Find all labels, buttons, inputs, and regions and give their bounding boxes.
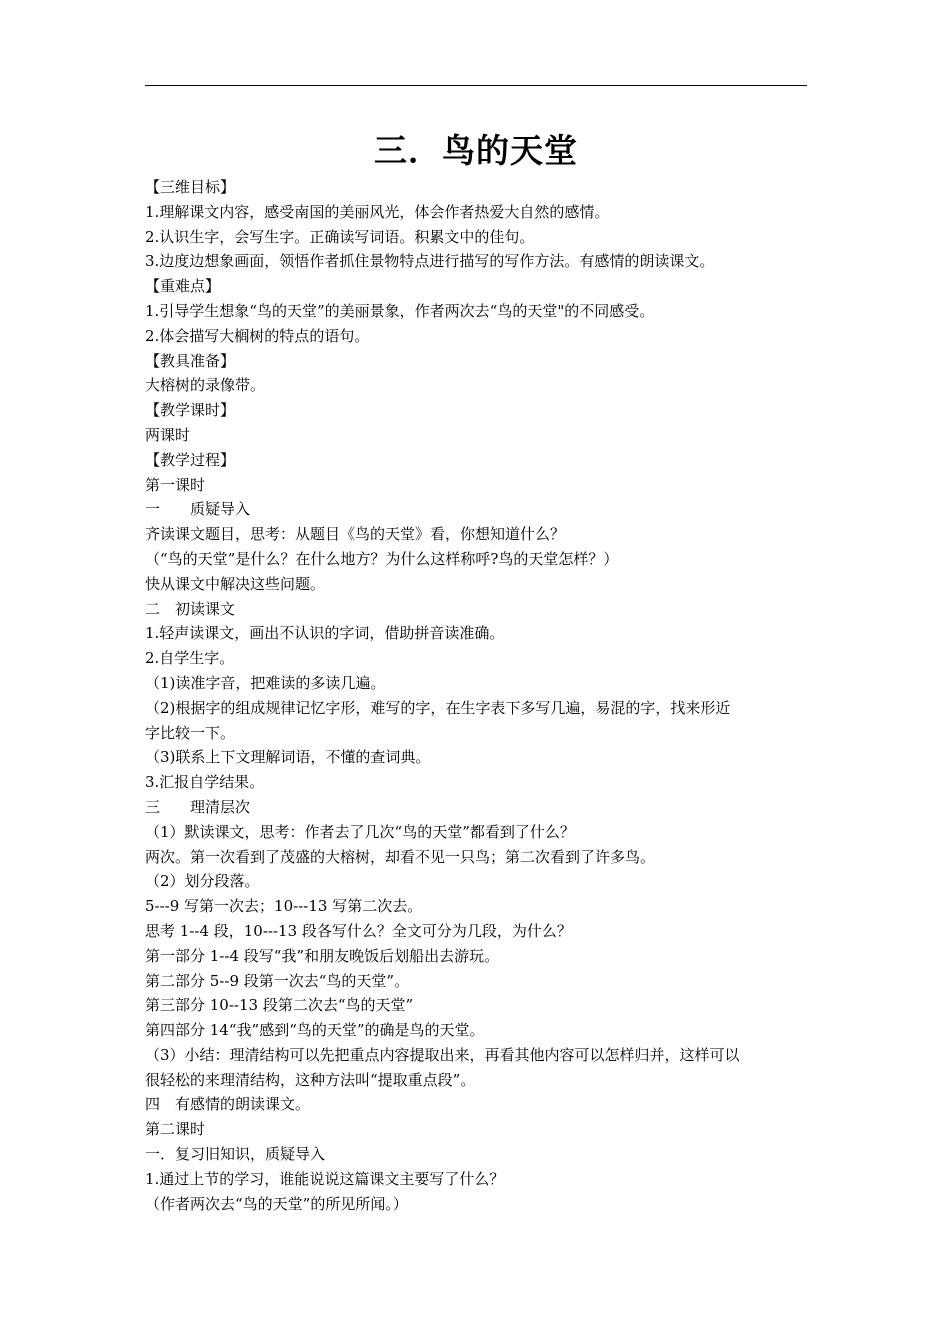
paragraph-line: （3）小结：理清结构可以先把重点内容提取出来，再看其他内容可以怎样归并，这样可以 [145, 1045, 740, 1064]
key-point-item: 1.引导学生想象“鸟的天堂”的美丽景象，作者两次去“鸟的天堂"的不同感受。 [145, 301, 655, 320]
section-heading-materials: 【教具准备】 [145, 351, 236, 370]
key-point-item: 2.体会描写大榈树的特点的语句。 [145, 326, 370, 345]
paragraph-line: （1）默读课文，思考：作者去了几次“鸟的天堂”都看到了什么？ [145, 822, 575, 841]
section-heading-periods: 【教学课时】 [145, 401, 236, 420]
paragraph-line: （1)读准字音，把难读的多读几遍。 [145, 673, 386, 692]
paragraph-line: 3.汇报自学结果。 [145, 773, 265, 792]
paragraph-line: 字比较一下。 [145, 723, 236, 742]
paragraph-line: （“鸟的天堂”是什么？在什么地方？为什么这样称呼?鸟的天堂怎样？） [145, 549, 619, 568]
step-heading: 三 理清层次 [145, 797, 251, 816]
paragraph-line: 很轻松的来理清结构，这种方法叫“提取重点段”。 [145, 1070, 476, 1089]
goal-item: 3.边度边想象画面，领悟作者抓住景物特点进行描写的写作方法。有感情的朗读课文。 [145, 252, 715, 271]
paragraph-line: 第三部分 10--13 段第二次去“鸟的天堂” [145, 996, 414, 1015]
paragraph-line: 快从课文中解决这些问题。 [145, 574, 326, 593]
document-title: 三．鸟的天堂 [374, 131, 578, 170]
paragraph-line: 1.轻声读课文，画出不认识的字词，借助拼音读准确。 [145, 624, 505, 643]
paragraph-line: 第四部分 14“我”感到“鸟的天堂”的确是鸟的天堂。 [145, 1021, 485, 1040]
goal-item: 2.认识生字，会写生字。正确读写词语。积累文中的佳句。 [145, 227, 535, 246]
paragraph-line: 齐读课文题目，思考：从题目《鸟的天堂》看，你想知道什么？ [145, 525, 566, 544]
document-body [145, 175, 809, 1216]
step-heading: 二 初读课文 [145, 599, 236, 618]
paragraph-line: 第二部分 5--9 段第一次去“鸟的天堂”。 [145, 971, 410, 990]
step-heading: 四 有感情的朗读课文。 [145, 1095, 311, 1114]
section-heading-process: 【教学过程】 [145, 450, 236, 469]
paragraph-line: 1.通过上节的学习，谁能说说这篇课文主要写了什么？ [145, 1169, 505, 1188]
step-heading: 一 质疑导入 [145, 500, 251, 519]
paragraph-line: 2.自学生字。 [145, 649, 235, 668]
paragraph-line: 5---9 写第一次去；10---13 写第二次去。 [145, 897, 423, 916]
lesson-heading: 第一课时 [145, 475, 206, 494]
paragraph-line: （2)根据字的组成规律记忆字形，难写的字，在生字表下多写几遍，易混的字，找来形近 [145, 698, 731, 717]
lesson-heading: 第二课时 [145, 1120, 206, 1139]
paragraph-line: 两次。第一次看到了茂盛的大榕树，却看不见一只鸟；第二次看到了许多鸟。 [145, 847, 656, 866]
paragraph-line: （2）划分段落。 [145, 872, 260, 891]
paragraph-line: （作者两次去“鸟的天堂”的所见所闻。） [145, 1194, 408, 1213]
section-heading-goals: 【三维目标】 [145, 178, 236, 196]
step-heading: 一．复习旧知识，质疑导入 [145, 1145, 326, 1164]
materials-text: 大榕树的录像带。 [145, 376, 266, 395]
goal-item: 1.理解课文内容，感受南国的美丽风光，体会作者热爱大自然的感情。 [145, 202, 610, 221]
paragraph-line: 第一部分 1--4 段写“我”和朋友晚饭后划船出去游玩。 [145, 946, 500, 965]
paragraph-line: 思考 1--4 段，10---13 段各写什么？全文可分为几段，为什么？ [145, 921, 572, 940]
section-heading-key-points: 【重难点】 [145, 277, 221, 296]
header-rule [145, 85, 807, 86]
periods-text: 两课时 [145, 425, 191, 444]
paragraph-line: （3)联系上下文理解词语，不懂的查词典。 [145, 748, 431, 767]
